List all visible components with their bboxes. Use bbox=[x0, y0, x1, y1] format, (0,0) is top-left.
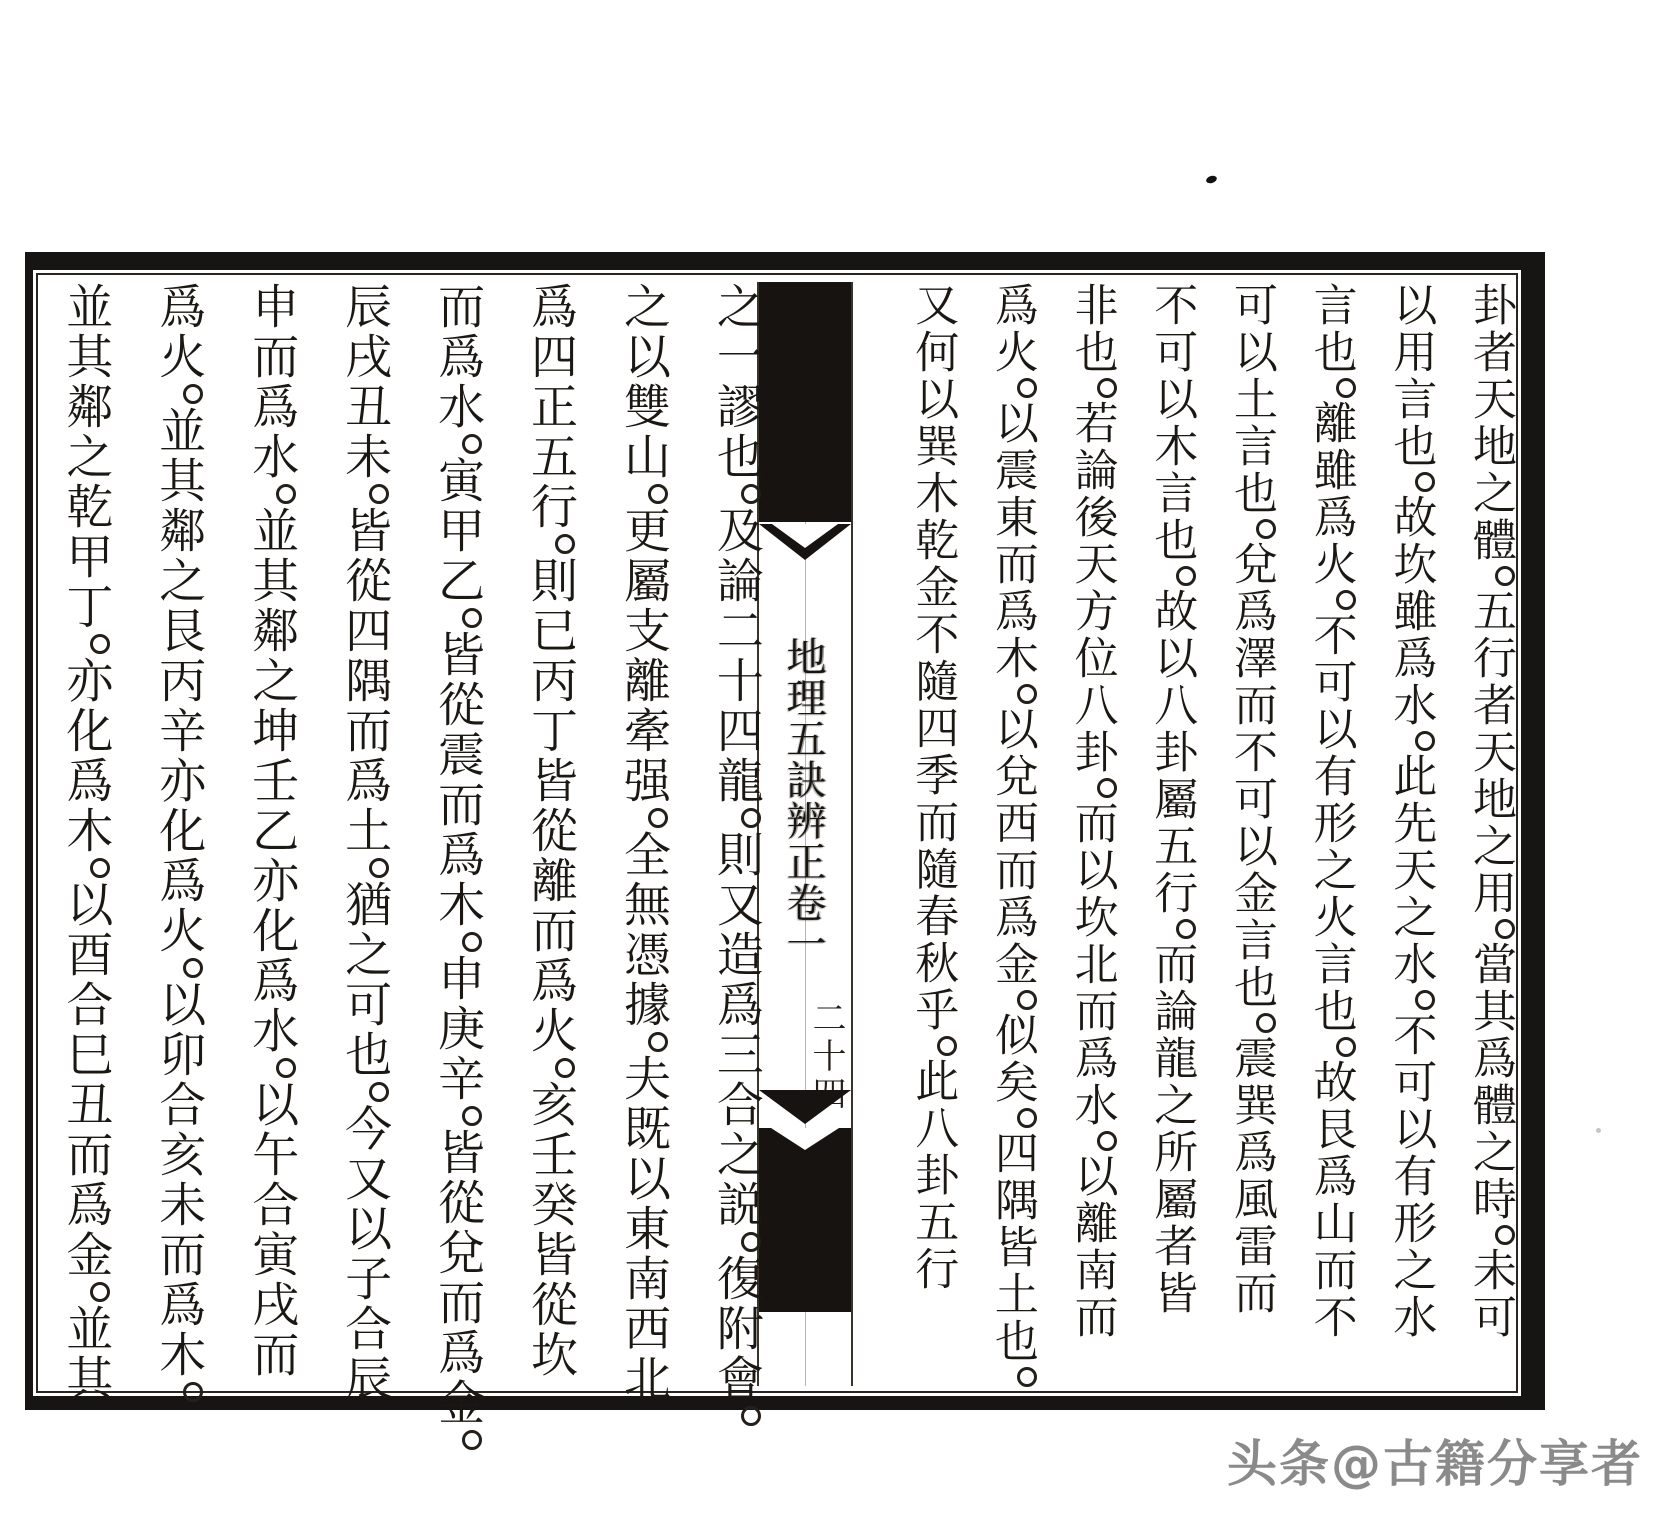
reading-circle-mark bbox=[90, 1282, 110, 1302]
reading-circle-mark bbox=[462, 1430, 482, 1450]
reading-circle-mark bbox=[555, 534, 575, 554]
reading-circle-mark bbox=[741, 1406, 761, 1426]
paper-speck bbox=[1596, 1128, 1601, 1133]
reading-circle-mark bbox=[648, 484, 668, 504]
spine-ink-block-bottom bbox=[759, 1128, 851, 1312]
left-page-column-5: 辰戌丑未皆從四隅而爲土猶之可也今又以子合辰 bbox=[337, 282, 393, 1404]
page-frame bbox=[25, 252, 1545, 1428]
left-page-column-1: 之一謬也及論二十四龍則又造爲三合之説復附會 bbox=[712, 282, 761, 1386]
reading-circle-mark bbox=[1017, 1367, 1037, 1387]
reading-circle-mark bbox=[648, 1032, 668, 1052]
reading-circle-mark bbox=[1336, 1037, 1356, 1057]
right-page-column-3: 言也離雖爲火不可以有形之火言也故艮爲山而不 bbox=[1305, 282, 1357, 1341]
reading-circle-mark bbox=[1017, 378, 1037, 398]
left-page-column-4: 而爲水寅甲乙皆從震而爲木申庚辛皆從兌而爲金 bbox=[433, 282, 482, 1386]
reading-circle-mark bbox=[276, 1058, 296, 1078]
reading-circle-mark bbox=[1495, 919, 1515, 939]
reading-circle-mark bbox=[648, 808, 668, 828]
reading-circle-mark bbox=[90, 858, 110, 878]
reading-circle-mark bbox=[1256, 519, 1276, 539]
reading-circle-mark bbox=[1176, 566, 1196, 586]
reading-circle-mark bbox=[1097, 378, 1117, 398]
reading-circle-mark bbox=[741, 1232, 761, 1252]
spine-page-number: 二十四 bbox=[806, 1000, 846, 1114]
reading-circle-mark bbox=[1017, 684, 1037, 704]
left-page-column-8: 並其鄰之乾甲丁亦化爲木以酉合巳丑而爲金並其 bbox=[58, 282, 114, 1404]
spine-title: 地理五訣辨正卷一 bbox=[780, 636, 826, 964]
reading-circle-mark bbox=[1415, 472, 1435, 492]
right-page-column-7: 爲火以震東而爲木以兌西而爲金似矣四隅皆土也 bbox=[989, 282, 1035, 1386]
reading-circle-mark bbox=[1336, 590, 1356, 610]
fishtail-ornament-upper-notch-icon bbox=[772, 524, 838, 548]
right-page-column-5: 不可以木言也故以八卦屬五行而論龍之所屬者皆 bbox=[1146, 282, 1198, 1317]
right-page-column-4: 可以土言也兌爲澤而不可以金言也震巽爲風雷而 bbox=[1225, 282, 1277, 1317]
reading-circle-mark bbox=[1495, 1225, 1515, 1245]
reading-circle-mark bbox=[369, 858, 389, 878]
right-page-column-6: 非也若論後天方位八卦而以坎北而爲水以離南而 bbox=[1066, 282, 1118, 1341]
reading-circle-mark bbox=[1017, 990, 1037, 1010]
left-page-column-3: 爲四正五行則已丙丁皆從離而爲火亥壬癸皆從坎 bbox=[523, 282, 579, 1380]
reading-circle-mark bbox=[1256, 1013, 1276, 1033]
right-page-column-8: 又何以巽木乾金不隨四季而隨春秋乎此八卦五行 bbox=[907, 282, 959, 1293]
reading-circle-mark bbox=[90, 634, 110, 654]
fishtail-ornament-lower-icon bbox=[759, 1090, 851, 1124]
reading-circle-mark bbox=[369, 1082, 389, 1102]
reading-circle-mark bbox=[183, 384, 203, 404]
reading-circle-mark bbox=[1017, 1108, 1037, 1128]
reading-circle-mark bbox=[1097, 778, 1117, 798]
reading-circle-mark bbox=[369, 484, 389, 504]
reading-circle-mark bbox=[1415, 990, 1435, 1010]
pages-area bbox=[33, 282, 1521, 1428]
reading-circle-mark bbox=[1097, 1131, 1117, 1151]
reading-circle-mark bbox=[462, 608, 482, 628]
reading-circle-mark bbox=[555, 1058, 575, 1078]
right-page bbox=[885, 282, 1516, 1386]
watermark-text: 头条@古籍分享者 bbox=[1227, 1435, 1643, 1493]
left-page bbox=[58, 282, 764, 1428]
reading-circle-mark bbox=[462, 932, 482, 952]
left-page-column-6: 申而爲水並其鄰之坤壬乙亦化爲水以午合寅戌而 bbox=[244, 282, 300, 1380]
left-page-column-7: 爲火並其鄰之艮丙辛亦化爲火以卯合亥未而爲木 bbox=[154, 282, 203, 1386]
reading-circle-mark bbox=[462, 434, 482, 454]
right-page-column-2: 以用言也故坎雖爲水此先天之水不可以有形之水 bbox=[1385, 282, 1437, 1341]
reading-circle-mark bbox=[1176, 919, 1196, 939]
reading-circle-mark bbox=[183, 958, 203, 978]
reading-circle-mark bbox=[1336, 378, 1356, 398]
spine-ink-block-top bbox=[759, 282, 851, 522]
ink-speck bbox=[1205, 174, 1218, 184]
right-page-column-1: 卦者天地之體五行者天地之用當其爲體之時未可 bbox=[1465, 282, 1516, 1341]
reading-circle-mark bbox=[741, 484, 761, 504]
reading-circle-mark bbox=[183, 1382, 203, 1402]
reading-circle-mark bbox=[462, 1106, 482, 1126]
reading-circle-mark bbox=[276, 484, 296, 504]
reading-circle-mark bbox=[937, 1036, 957, 1056]
left-page-column-2: 之以雙山更屬支離牽强全無憑據夫既以東南西北 bbox=[615, 282, 671, 1404]
spine-column bbox=[757, 282, 853, 1386]
reading-circle-mark bbox=[1495, 566, 1515, 586]
reading-circle-mark bbox=[741, 808, 761, 828]
reading-circle-mark bbox=[1415, 731, 1435, 751]
